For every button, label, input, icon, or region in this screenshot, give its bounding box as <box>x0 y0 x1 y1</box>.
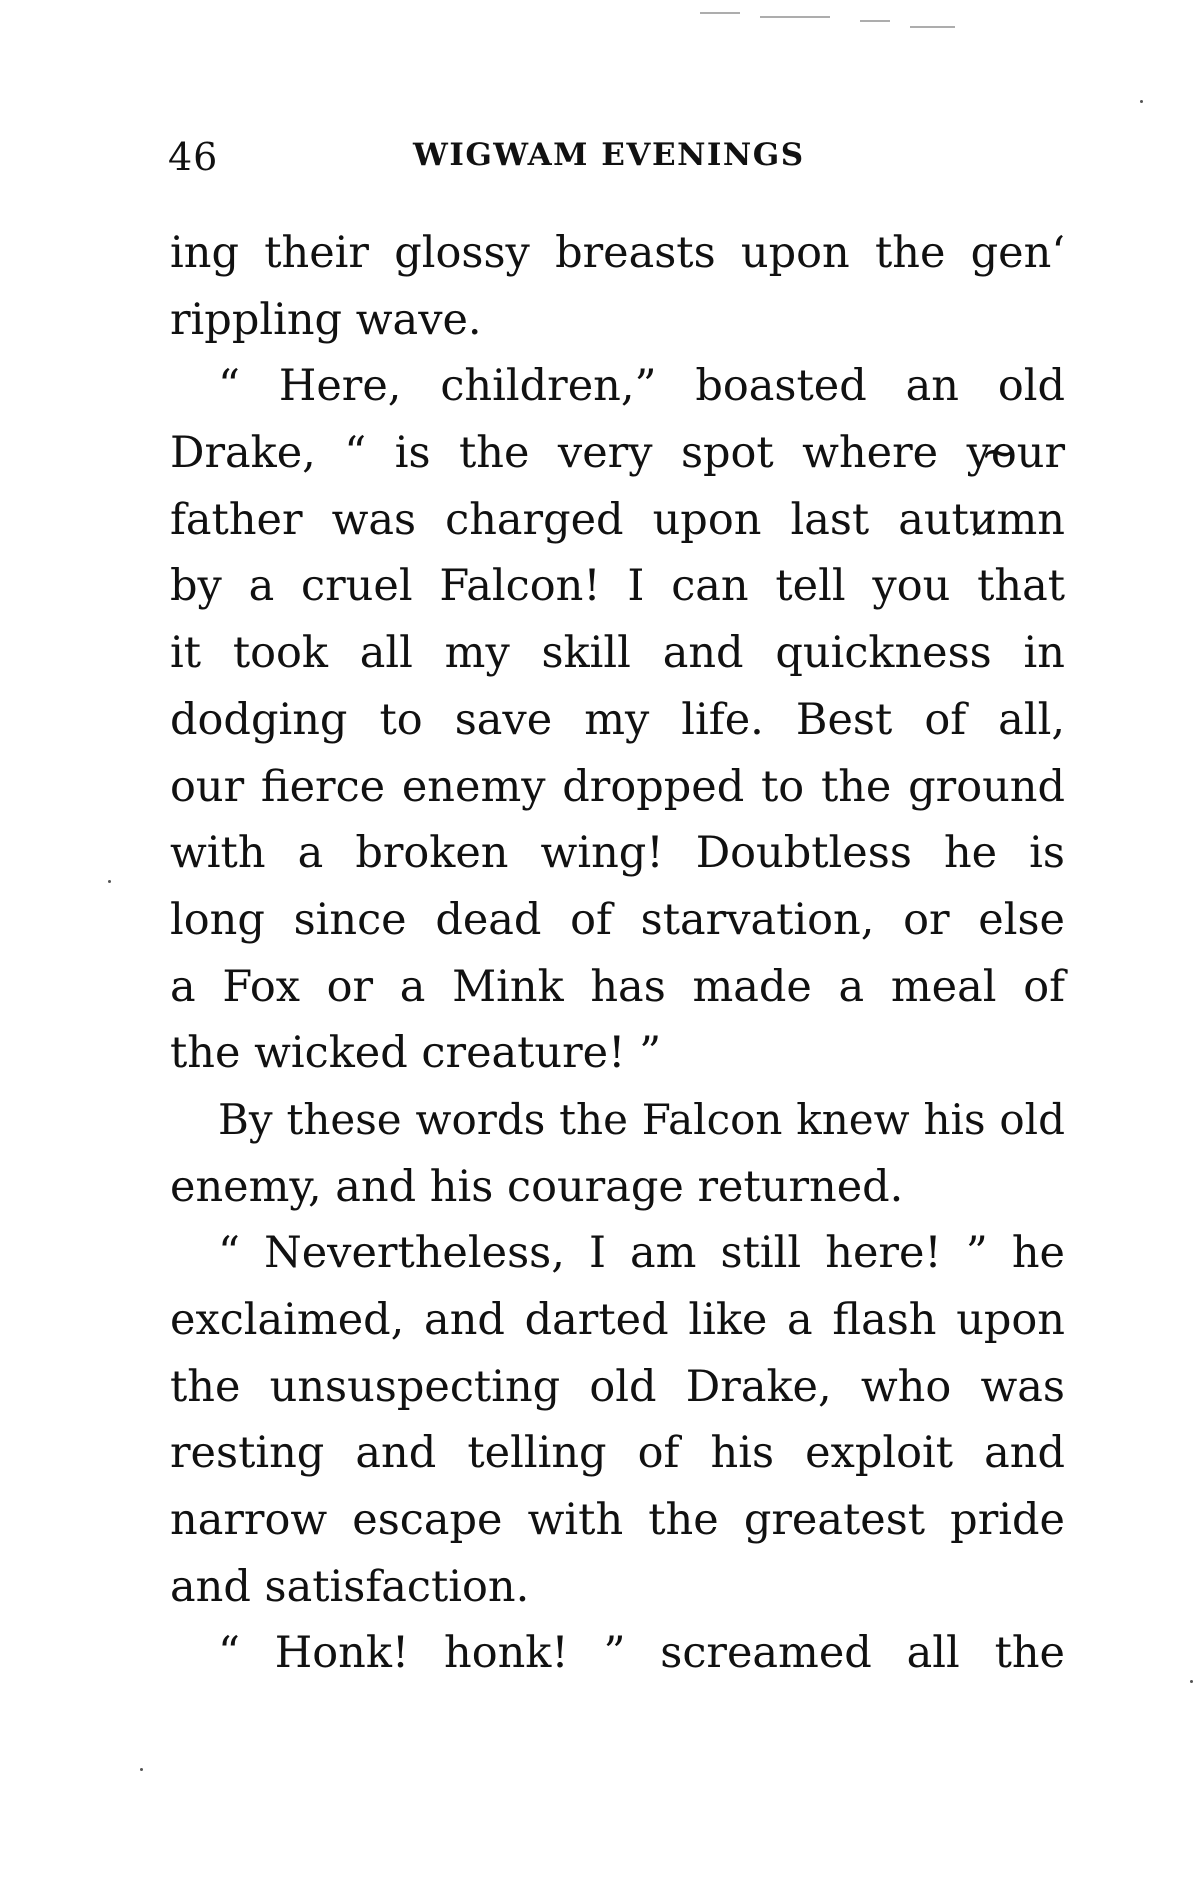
running-title: WIGWAM EVENINGS <box>413 137 805 173</box>
scan-speck <box>1140 100 1143 103</box>
text-line: enemy, and his courage returned. <box>170 1161 904 1212</box>
text-line: “ Nevertheless, I am still here! ” he <box>218 1228 1065 1279</box>
text-line: Drake, “ is the very spot where yo̴ur <box>170 428 1065 479</box>
text-line: by a cruel Falcon! I can tell you that <box>170 561 1065 612</box>
text-line: and satisfaction. <box>170 1561 530 1612</box>
text-line: narrow escape with the greatest pride <box>170 1495 1065 1546</box>
text-line: rippling wave. <box>170 294 482 345</box>
text-line: ing their glossy breasts upon the gen‘ <box>170 228 1065 278</box>
scan-artifact-line <box>860 20 890 22</box>
text-line: “ Honk! honk! ” screamed all the <box>218 1628 1065 1679</box>
body-text <box>170 220 1065 1687</box>
text-line: “ Here, children,” boasted an old <box>218 361 1065 412</box>
scan-speck <box>140 1768 143 1771</box>
text-line: exclaimed, and darted like a flash upon <box>170 1295 1065 1345</box>
running-head <box>168 135 1068 185</box>
text-line: father was charged upon last autu̷mn <box>170 494 1065 545</box>
text-line: a Fox or a Mink has made a meal of <box>170 961 1065 1012</box>
text-line: our fierce enemy dropped to the ground <box>170 761 1065 812</box>
text-line: the wicked creature! ” <box>170 1028 662 1079</box>
text-line: it took all my skill and quickness in <box>170 628 1065 679</box>
text-line: long since dead of starvation, or else <box>170 894 1065 945</box>
scan-artifact-line <box>700 12 740 14</box>
scan-speck <box>1190 1680 1193 1683</box>
scan-artifact-line <box>910 26 955 28</box>
scan-speck <box>108 880 111 883</box>
page-number: 46 <box>168 135 219 179</box>
text-line: with a broken wing! Doubtless he is <box>170 828 1065 879</box>
scan-artifact-line <box>760 16 830 18</box>
text-line: By these words the Falcon knew his old <box>218 1094 1065 1144</box>
text-line: resting and telling of his exploit and <box>170 1428 1065 1479</box>
text-line: the unsuspecting old Drake, who was <box>170 1361 1065 1412</box>
text-line: dodging to save my life. Best of all, <box>170 694 1065 745</box>
